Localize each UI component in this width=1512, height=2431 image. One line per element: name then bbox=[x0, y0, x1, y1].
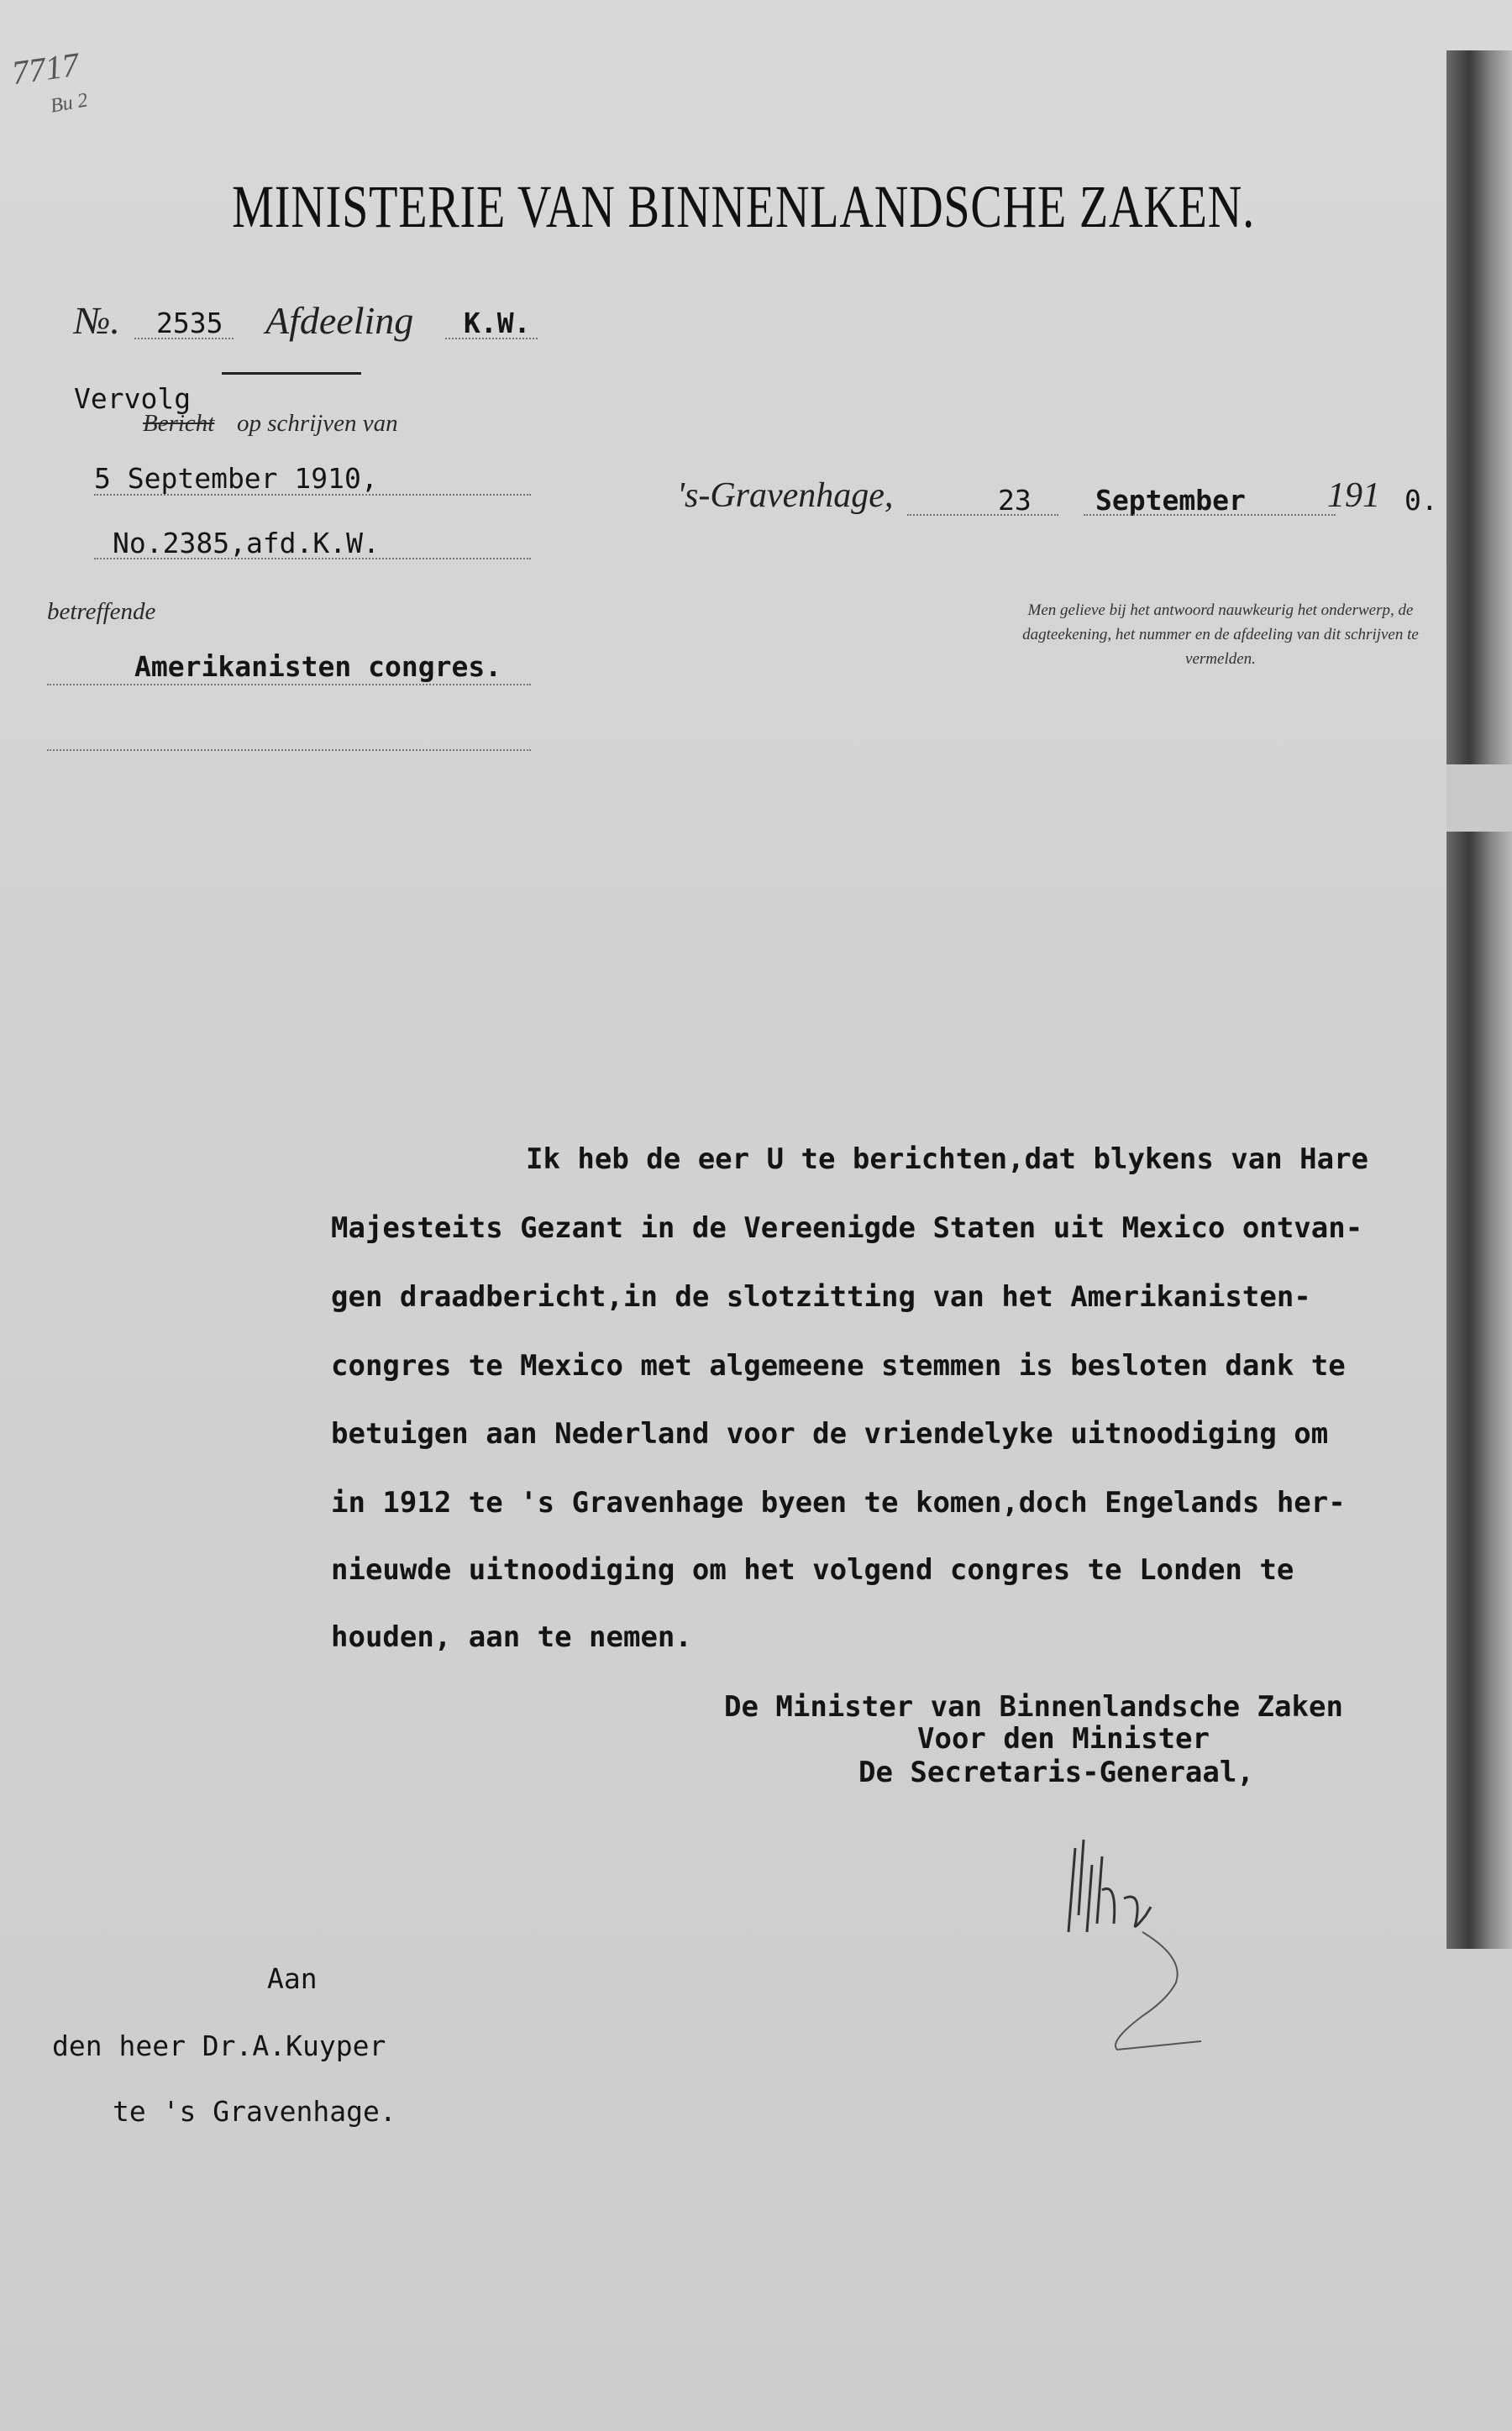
signature-line-3: De Secretaris-Generaal, bbox=[858, 1756, 1254, 1789]
bericht-struck: Bericht bbox=[143, 410, 215, 437]
reply-notice: Men gelieve bij het antwoord nauwkeurig het onderwerp, de dagteekening, het nummer en de afdeeling van dit schrijven te vermelden. bbox=[1022, 601, 1419, 668]
afdeeling-dotline bbox=[445, 338, 538, 339]
reference-number: No.2385,afd.K.W. bbox=[113, 527, 380, 559]
afdeeling-value: K.W. bbox=[464, 307, 531, 339]
reference-number-dotline bbox=[94, 558, 531, 559]
body-line: houden, aan te nemen. bbox=[331, 1620, 692, 1654]
subject-text: Amerikanisten congres. bbox=[134, 650, 502, 683]
addressee-place: te 's Gravenhage. bbox=[113, 2095, 396, 2128]
reference-date-dotline bbox=[94, 494, 531, 496]
letterhead-title: MINISTERIE VAN BINNENLANDSCHE ZAKEN. bbox=[232, 173, 1255, 240]
number-dotline bbox=[134, 338, 234, 339]
number-label: №. bbox=[74, 299, 120, 342]
addressee-name: den heer Dr.A.Kuyper bbox=[52, 2029, 386, 2062]
dateline-year-prefix: 191 bbox=[1327, 476, 1380, 515]
signature-line-2: Voor den Minister bbox=[917, 1722, 1210, 1756]
dateline-day-dotline bbox=[907, 514, 1058, 516]
dateline-month: September bbox=[1095, 484, 1246, 517]
body-line: in 1912 te 's Gravenhage byeen te komen,doch Engelands her- bbox=[331, 1486, 1346, 1520]
body-line: Ik heb de eer U te berichten,dat blykens van Hare bbox=[526, 1142, 1369, 1176]
body-line: betuigen aan Nederland voor de vriendelyke uitnoodiging om bbox=[331, 1417, 1329, 1451]
reference-rule bbox=[222, 372, 361, 375]
body-line: congres te Mexico met algemeene stemmen is besloten dank te bbox=[331, 1349, 1346, 1383]
subject-dotline bbox=[47, 684, 531, 685]
body-line: gen draadbericht,in de slotzitting van het Amerikanisten- bbox=[331, 1280, 1311, 1314]
vervolg-label: Vervolg bbox=[74, 382, 192, 415]
addressee-aan: Aan bbox=[267, 1962, 318, 1995]
afdeeling-label: Afdeeling bbox=[265, 299, 414, 342]
dateline-year-suffix: 0. bbox=[1404, 484, 1438, 517]
betreffende-label: betreffende bbox=[47, 598, 156, 625]
body-line: Majesteits Gezant in de Vereenigde Staten uit Mexico ontvan- bbox=[331, 1211, 1363, 1245]
reference-date: 5 September 1910, bbox=[94, 462, 378, 495]
scan-edge-gap bbox=[1446, 764, 1512, 832]
op-schrijven-label: op schrijven van bbox=[237, 410, 398, 437]
archive-subnumber: Bu 2 bbox=[48, 89, 90, 118]
subject-dotline-2 bbox=[47, 749, 531, 751]
dateline-place: 's-Gravenhage, bbox=[677, 476, 894, 515]
body-line: nieuwde uitnoodiging om het volgend congres te Londen te bbox=[331, 1553, 1294, 1587]
handwritten-signature bbox=[1058, 1831, 1210, 2066]
signature-line-1: De Minister van Binnenlandsche Zaken bbox=[724, 1690, 1343, 1724]
dateline-day: 23 bbox=[998, 484, 1032, 517]
dateline-month-dotline bbox=[1084, 514, 1336, 516]
number-value: 2535 bbox=[156, 307, 223, 339]
archive-number: 7717 bbox=[9, 45, 81, 92]
scan-edge-shadow bbox=[1446, 50, 1512, 1949]
